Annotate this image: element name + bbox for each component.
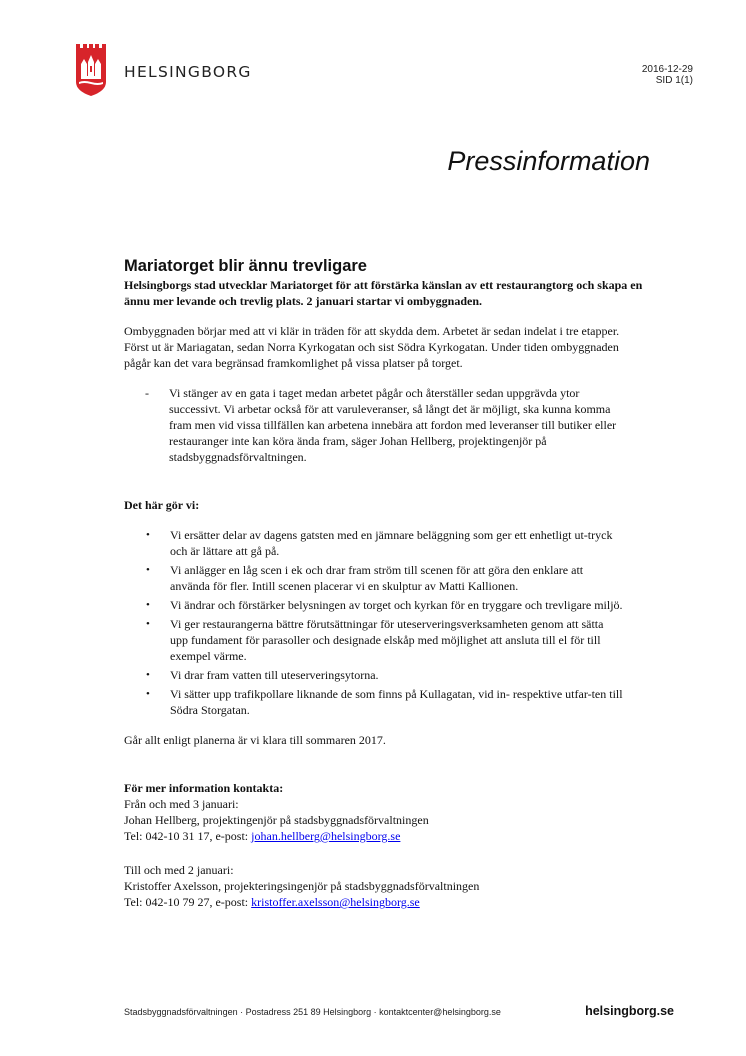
quote-text: Vi stänger av en gata i taget medan arbetet pågår och återställer sedan uppgrävda ytor successivt. Vi arbetar också för att varuleveranser, så långt det är möjligt, ska kunna komma fram men vid vissa tillfällen kan arbetena innebära att fordon med leveranser till butiker eller restauranger inte kan köra ända fram, säger Johan Hellberg, projektingenjör på stadsbyggnadsförvaltningen. — [169, 386, 617, 464]
contact-heading: För mer information kontakta: — [124, 781, 284, 795]
contact-1-line — [124, 828, 644, 844]
contact-1-email-link[interactable]: johan.hellberg@helsingborg.se — [251, 829, 401, 843]
list-item-text: Vi drar fram vatten till uteserveringsytorna. — [170, 668, 379, 682]
quote-block — [124, 385, 644, 465]
bullet-icon: • — [146, 529, 150, 541]
document-meta — [642, 64, 693, 86]
list-item — [124, 562, 644, 594]
list-item-text: Vi sätter upp trafikpollare liknande de som finns på Kullagatan, vid in- respektive utfar-ten till Södra Storgatan. — [170, 687, 623, 717]
contact-1-period: Från och med 3 januari: — [124, 797, 239, 811]
bullet-icon: • — [146, 688, 150, 700]
helsingborg-logo — [76, 44, 106, 96]
list-item-text: Vi anlägger en låg scen i ek och drar fram ström till scenen för att göra den enklare att använda för fler. Intill scenen placerar vi en skulptur av Matti Kallionen. — [170, 563, 584, 593]
quote-dash: - — [145, 386, 149, 400]
list-item — [124, 616, 644, 664]
list-item — [124, 527, 644, 559]
list-item-text: Vi ändrar och förstärker belysningen av torget och kyrkan för en tryggare och trevligare miljö. — [170, 598, 623, 612]
section-heading: Det här gör vi: — [124, 498, 200, 512]
document-date: 2016-12-29 — [641, 64, 693, 75]
contact-2-line — [124, 894, 644, 910]
page-number: SID 1(1) — [655, 75, 693, 86]
document-type: Pressinformation — [447, 146, 650, 176]
article-title: Mariatorget blir ännu trevligare — [124, 257, 367, 275]
bullet-icon: • — [146, 599, 150, 611]
list-item — [124, 686, 644, 718]
contact-2-period: Till och med 2 januari: — [124, 863, 234, 877]
bullet-icon: • — [146, 669, 150, 681]
contact-1-tel: Tel: 042-10 31 17, e-post: — [124, 829, 252, 843]
press-release-body — [124, 255, 644, 910]
article-intro: Ombyggnaden börjar med att vi klär in träden för att skydda dem. Arbetet är sedan indelat i tre etapper. Först ut är Mariagatan, sedan Norra Kyrkogatan och sist Södra Kyrkogatan. Under tiden ombyggnaden pågår kan det vara begränsad framkomlighet på vissa platser på torget. — [124, 324, 620, 370]
footer-website: helsingborg.se — [585, 1004, 674, 1018]
contact-2-email-link[interactable]: kristoffer.axelsson@helsingborg.se — [251, 895, 420, 909]
brand-name: HELSINGBORG — [124, 63, 252, 81]
list-item-text: Vi ger restaurangerna bättre förutsättningar för uteserveringsverksamheten genom att sätta upp fundament för parasoller och designade elskåp med möjlighet att ansluta till el för till exempel värme. — [170, 617, 604, 663]
bullet-icon: • — [146, 564, 150, 576]
article-lead: Helsingborgs stad utvecklar Mariatorget för att förstärka känslan av ett restaurangtorg och skapa en ännu mer levande och trevlig plats. 2 januari startar vi ombyggnaden. — [124, 278, 643, 308]
contact-2-tel: Tel: 042-10 79 27, e-post: — [124, 895, 252, 909]
contact-1-name: Johan Hellberg, projektingenjör på stadsbyggnadsförvaltningen — [124, 813, 429, 827]
measures-list — [124, 527, 644, 718]
bullet-icon: • — [146, 618, 150, 630]
footer-address: Stadsbyggnadsförvaltningen · Postadress 251 89 Helsingborg · kontaktcenter@helsingborg.se — [124, 1007, 501, 1017]
list-item-text: Vi ersätter delar av dagens gatsten med en jämnare beläggning som ger ett enhetligt ut-tryck och är lättare att gå på. — [170, 528, 613, 558]
contact-2-name: Kristoffer Axelsson, projekteringsingenjör på stadsbyggnadsförvaltningen — [124, 879, 480, 893]
list-item — [124, 667, 644, 683]
closing-text: Går allt enligt planerna är vi klara till sommaren 2017. — [124, 733, 386, 747]
list-item — [124, 597, 644, 613]
